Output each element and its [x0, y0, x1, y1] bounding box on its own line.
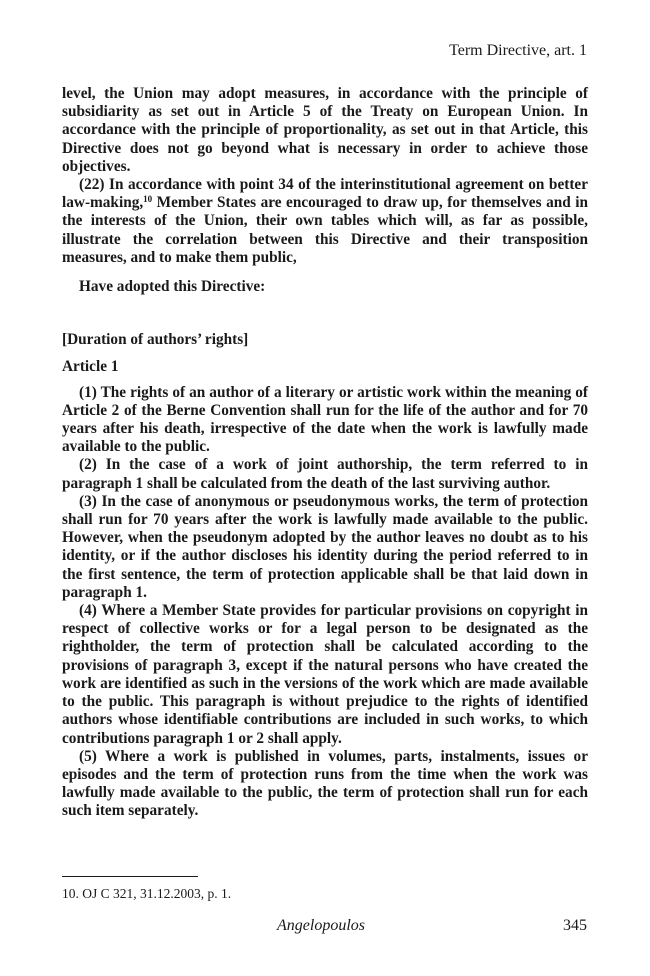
- recital-22-text-b: Member States are encouraged to draw up, for themselves and in the interests of the Union, their own tables which will, as far as possible, illustrate the correlation between this Directive and their transposition measures, and to make them public,: [62, 194, 588, 266]
- main-text: [62, 85, 588, 821]
- footnote-divider: [62, 876, 198, 877]
- footnote-10: 10. OJ C 321, 31.12.2003, p. 1.: [62, 886, 232, 901]
- section-heading: [Duration of authors’ rights]: [62, 331, 249, 349]
- paragraph-continued: level, the Union may adopt measures, in accordance with the principle of subsidiarity as set out in Article 5 of the Treaty on European Union. In accordance with the principle of proportionality, as set out in that Article, this Directive does not go beyond what is necessary in order to achieve those objectives.: [62, 85, 588, 175]
- footnote-ref-10[interactable]: 10: [143, 194, 153, 205]
- adoption-clause: Have adopted this Directive:: [79, 278, 266, 296]
- article-1-para-5: (5) Where a work is published in volumes, parts, instalments, issues or episodes and the term of protection runs from the time when the work was lawfully made available to the public, the term of protection shall run for each such item separately.: [62, 747, 588, 820]
- article-heading: Article 1: [62, 358, 119, 376]
- recital-22-text-a: (22) In accordance with point 34 of the interinstitutional agreement on better law-making,: [62, 176, 588, 212]
- footer-author: Angelopoulos: [277, 917, 365, 934]
- article-1-para-1: (1) The rights of an author of a literary or artistic work within the meaning of Article 2 of the Berne Convention shall run for the life of the author and for 70 years after his death, irrespective of the date when the work is lawfully made available to the public.: [62, 383, 588, 456]
- page-number: 345: [563, 917, 587, 934]
- article-1-para-4: (4) Where a Member State provides for particular provisions on copyright in respect of collective works or for a legal person to be designated as the rightholder, the term of protection shall be calculated according to the provisions of paragraph 3, except if the natural persons who have created the work are identified as such in the versions of the work which are made available to the public. This paragraph is without prejudice to the rights of identified authors whose identifiable contributions are included in such works, to which contributions paragraph 1 or 2 shall apply.: [62, 602, 588, 747]
- article-1-para-3: (3) In the case of anonymous or pseudonymous works, the term of protection shall run for 70 years after the work is lawfully made available to the public. However, when the pseudonym adopted by the author leaves no doubt as to his identity, or if the author discloses his identity during the period referred to in the first sentence, the term of protection applicable shall be that laid down in paragraph 1.: [62, 492, 588, 601]
- recital-22: [62, 176, 588, 267]
- running-header: Term Directive, art. 1: [449, 42, 587, 59]
- article-1-para-2: (2) In the case of a work of joint authorship, the term referred to in paragraph 1 shall be calculated from the death of the last surviving author.: [62, 456, 588, 492]
